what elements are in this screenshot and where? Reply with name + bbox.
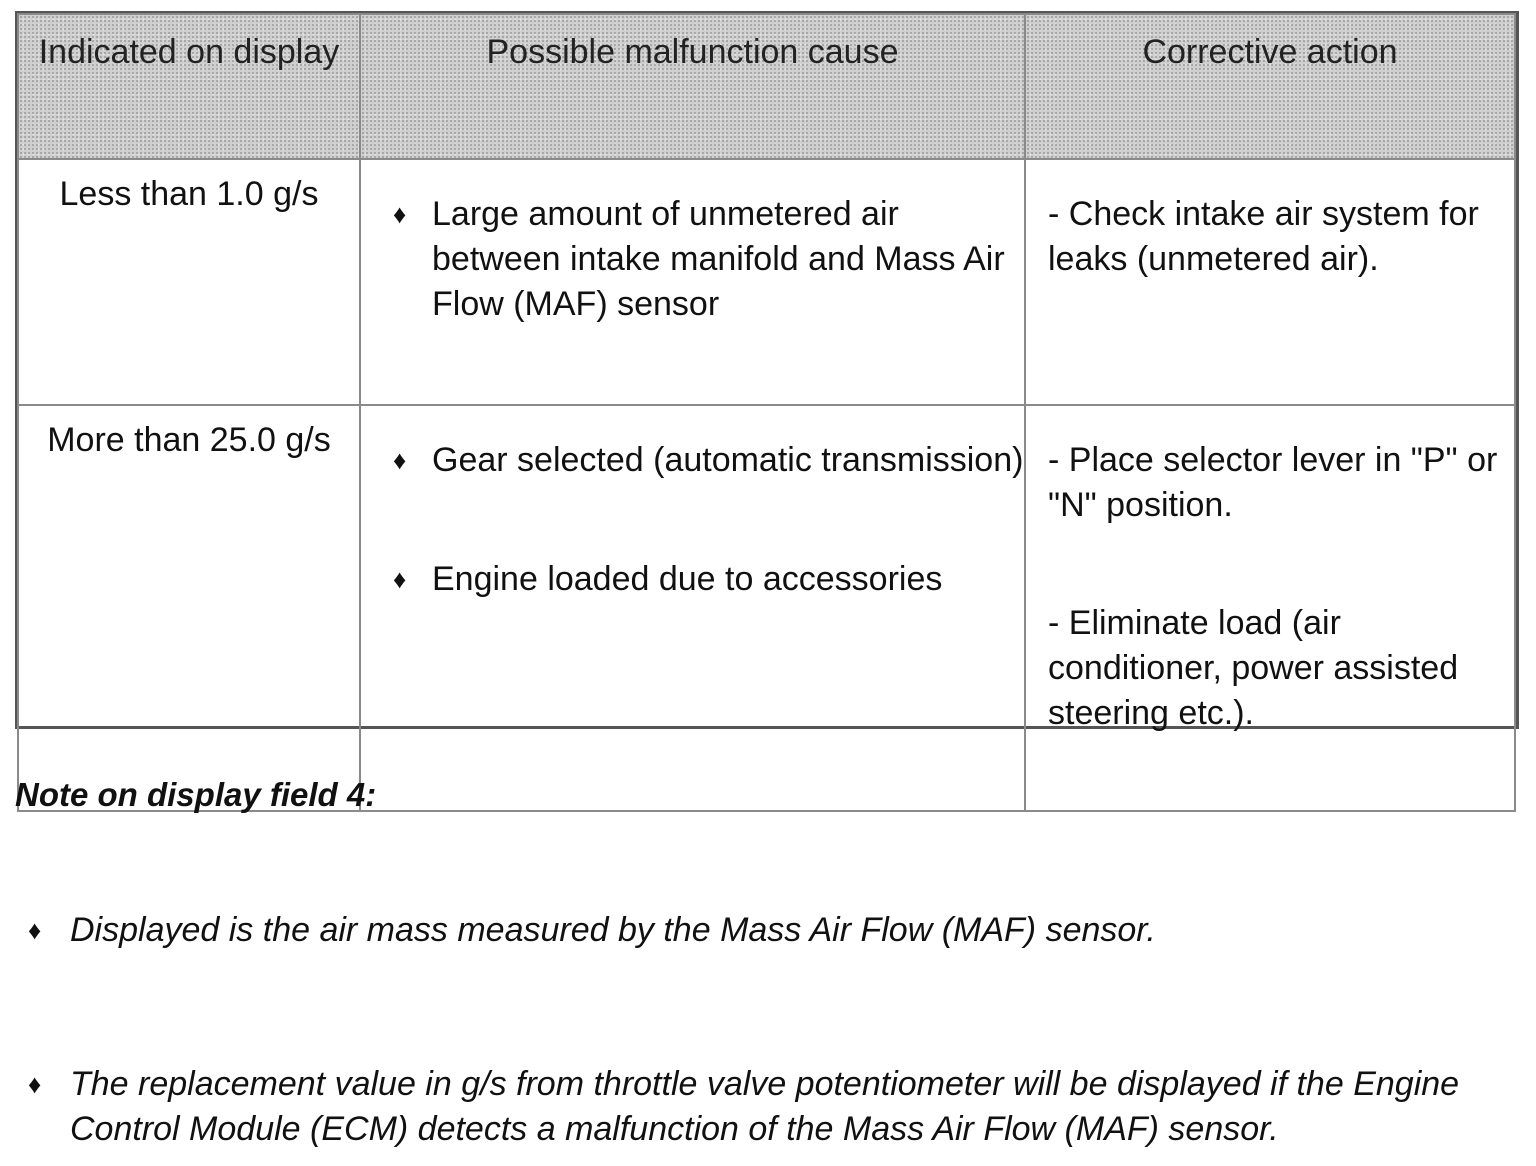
action-text: - Eliminate load (air conditioner, power assisted steering etc.). <box>1048 604 1459 732</box>
action-text: - Check intake air system for leaks (unmetered air). <box>1048 195 1479 278</box>
diamond-bullet-icon: ♦ <box>393 564 407 594</box>
cause-text: Large amount of unmetered air between intake manifold and Mass Air Flow (MAF) sensor <box>432 195 1005 323</box>
action-item <box>1026 601 1514 736</box>
note-text: The replacement value in g/s from throttle valve potentiometer will be displayed if the Engine Control Module (ECM) detects a malfunction of the Mass Air Flow (MAF) sensor. <box>70 1065 1460 1148</box>
cause-item <box>361 557 1024 602</box>
cause-item <box>361 438 1024 483</box>
header-corrective-action: Corrective action <box>1025 14 1515 159</box>
note-item <box>28 908 1510 953</box>
action-text: - Place selector lever in "P" or "N" position. <box>1048 441 1498 524</box>
note-text: Displayed is the air mass measured by the Mass Air Flow (MAF) sensor. <box>70 911 1156 949</box>
action-cell <box>1025 159 1515 405</box>
cause-text: Engine loaded due to accessories <box>432 560 943 598</box>
cause-item <box>361 192 1024 327</box>
note-heading: Note on display field 4: <box>15 776 377 813</box>
cause-cell <box>360 159 1025 405</box>
diamond-bullet-icon: ♦ <box>393 199 407 229</box>
display-value-cell <box>18 159 360 405</box>
note-item <box>28 1062 1510 1152</box>
cause-text: Gear selected (automatic transmission) <box>432 441 1024 479</box>
header-indicated-on-display: Indicated on display <box>18 14 360 159</box>
display-value-cell <box>18 405 360 811</box>
diagnosis-table <box>17 13 1516 812</box>
action-item <box>1026 192 1514 282</box>
cause-cell <box>360 405 1025 811</box>
display-value: More than 25.0 g/s <box>47 421 331 459</box>
diamond-bullet-icon: ♦ <box>393 445 407 475</box>
action-cell <box>1025 405 1515 811</box>
diagnosis-table-frame <box>15 11 1519 732</box>
action-item <box>1026 438 1514 528</box>
table-header-row <box>18 14 1515 159</box>
table-row <box>18 159 1515 405</box>
diamond-bullet-icon: ♦ <box>28 1069 42 1099</box>
header-possible-malfunction-cause: Possible malfunction cause <box>360 14 1025 159</box>
table-row <box>18 405 1515 811</box>
display-value: Less than 1.0 g/s <box>59 175 319 213</box>
diamond-bullet-icon: ♦ <box>28 915 42 945</box>
